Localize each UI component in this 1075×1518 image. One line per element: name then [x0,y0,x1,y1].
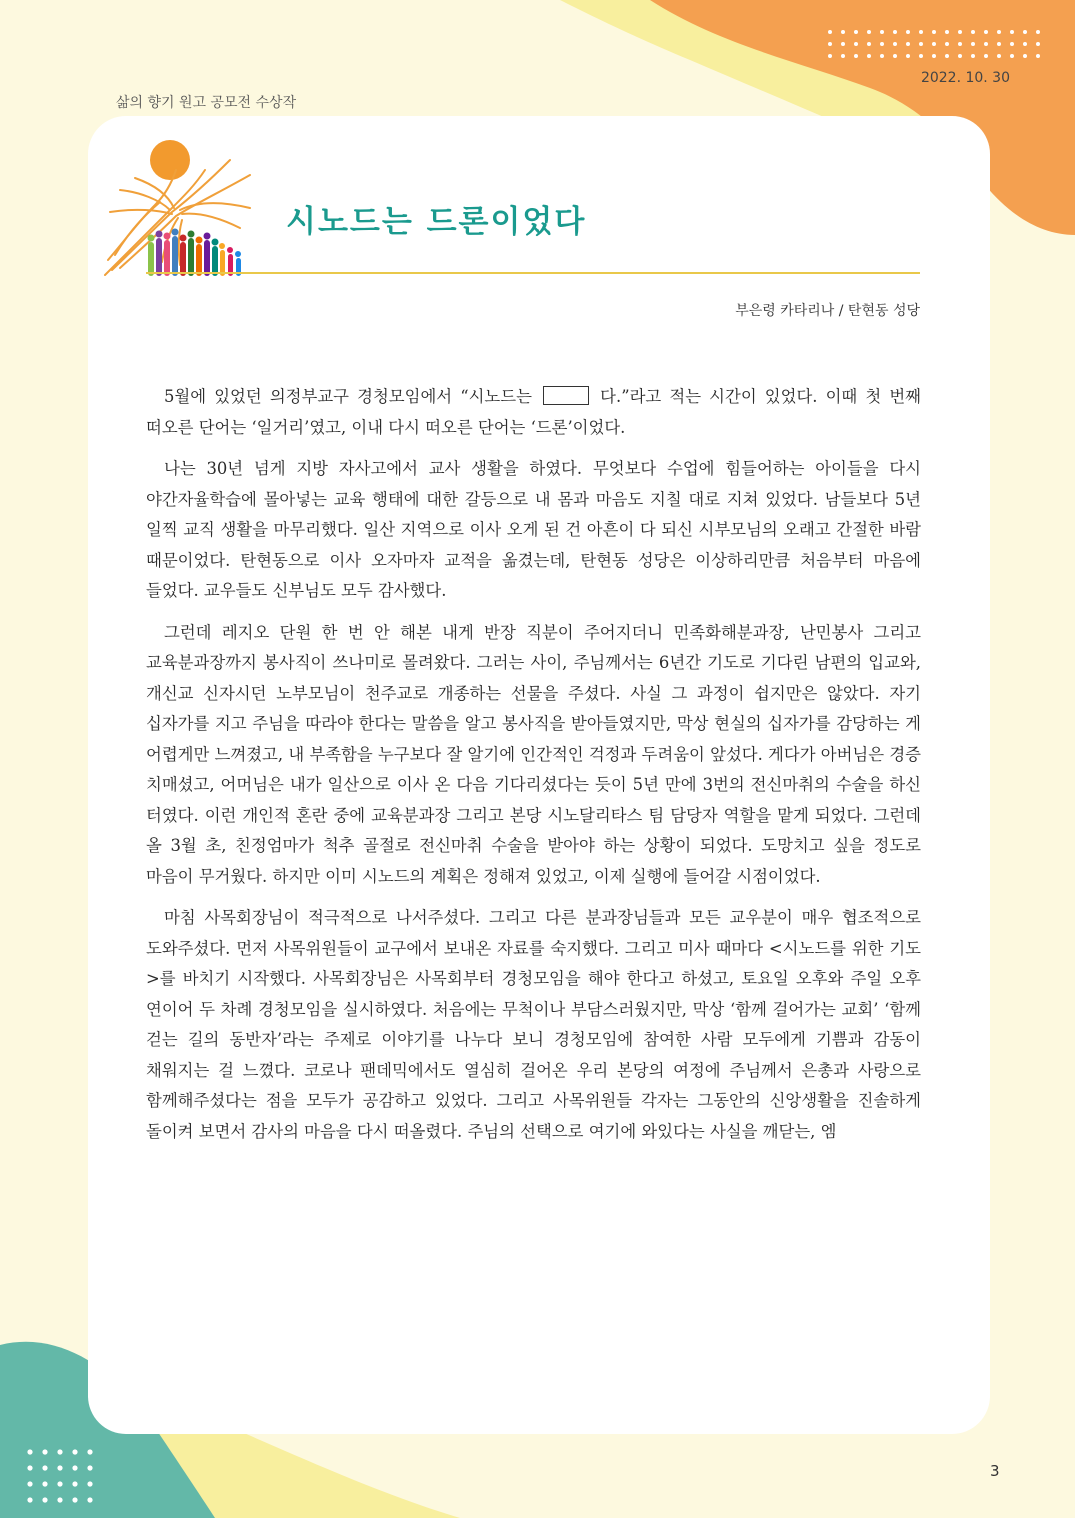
paragraph-3: 그런데 레지오 단원 한 번 안 해본 내게 반장 직분이 주어지더니 민족화해분과장, 난민봉사 그리고 교육분과장까지 봉사직이 쓰나미로 몰려왔다. 그러는 사이, 주님께서는 6년간 기도로 기다린 남편의 입교와, 개신교 신자시던 노부모님이 천주교로 개종하는 선물을 주셨다. 사실 그 과정이 쉽지만은 않았다. 자기 십자가를 지고 주님을 따라야 한다는 말씀을 알고 봉사직을 받아들였지만, 막상 현실의 십자가를 감당하는 게 어렵게만 느껴졌고, 내 부족함을 누구보다 잘 알기에 인간적인 걱정과 두려움이 앞섰다. 게다가 아버님은 경증 치매셨고, 어머님은 내가 일산으로 이사 온 다음 기다리셨다는 듯이 5년 만에 3번의 전신마취의 수술을 하신 터였다. 이런 개인적 혼란 중에 교육분과장 그리고 본당 시노달리타스 팀 담당자 역할을 맡게 되었다. 그런데 올 3월 초, 친정엄마가 척추 골절로 전신마취 수술을 받아야 하는 상황이 되었다. 도망치고 싶을 정도로 마음이 무거웠다. 하지만 이미 시노드의 계획은 정해져 있었고, 이제 실행에 들어갈 시점이었다. [146,622,921,886]
crowd-figures [148,229,242,277]
article-title: 시노드는 드론이었다 [286,204,587,240]
page-number: 3 [990,1462,1000,1480]
article-body [146,382,921,1158]
paragraph-1 [146,382,921,443]
blank-box [543,386,589,405]
header-label: 삶의 향기 원고 공모전 수상작 [116,95,297,111]
title-divider [146,272,920,274]
paragraph-4: 마침 사목회장님이 적극적으로 나서주셨다. 그리고 다른 분과장님들과 모든 교우분이 매우 협조적으로 도와주셨다. 먼저 사목위원들이 교구에서 보내온 자료를 숙지했다. 그리고 미사 때마다 <시노드를 위한 기도>를 바치기 시작했다. 사목회장님은 사목회부터 경청모임을 해야 한다고 하셨고, 토요일 오후와 주일 오후 연이어 두 차례 경청모임을 실시하였다. 처음에는 무척이나 부담스러웠지만, 막상 ‘함께 걸어가는 교회’ ‘함께 걷는 길의 동반자’라는 주제로 이야기를 나누다 보니 경청모임에 참여한 사람 모두에게 기쁨과 감동이 채워지는 걸 느꼈다. 코로나 팬데믹에서도 열심히 걸어온 우리 본당의 여정에 주님께서 은총과 사랑으로 함께해주셨다는 점을 모두가 공감하고 있었다. 그리고 사목위원들 각자는 그동안의 신앙생활을 진솔하게 돌이켜 보면서 감사의 마음을 다시 떠올렸다. 주님의 선택으로 여기에 와있다는 사실을 깨닫는, 엠 [146,908,921,1141]
issue-date: 2022. 10. 30 [920,70,1010,86]
author-byline: 부은령 카타리나 / 탄현동 성당 [735,303,920,319]
paragraph-1-start: 5월에 있었던 의정부교구 경청모임에서 “시노드는 [164,387,541,406]
paragraph-1-end: 다.”라고 적는 시간이 있었다. 이때 첫 번째 떠오른 단어는 ‘일거리’였고, 이내 다시 떠오른 단어는 ‘드론’이었다. [146,387,922,437]
paragraph-2: 나는 30년 넘게 지방 자사고에서 교사 생활을 하였다. 무엇보다 수업에 힘들어하는 아이들을 다시 야간자율학습에 몰아넣는 교육 행태에 대한 갈등으로 내 몸과 마음도 지칠 대로 지쳐 있었다. 남들보다 5년 일찍 교직 생활을 마무리했다. 일산 지역으로 이사 오게 된 건 아흔이 다 되신 시부모님의 오래고 간절한 바람 때문이었다. 탄현동으로 이사 오자마자 교적을 옮겼는데, 탄현동 성당은 이상하리만큼 처음부터 마음에 들었다. 교우들도 신부님도 모두 감사했다. [146,459,921,600]
synod-logo-icon [100,130,255,280]
